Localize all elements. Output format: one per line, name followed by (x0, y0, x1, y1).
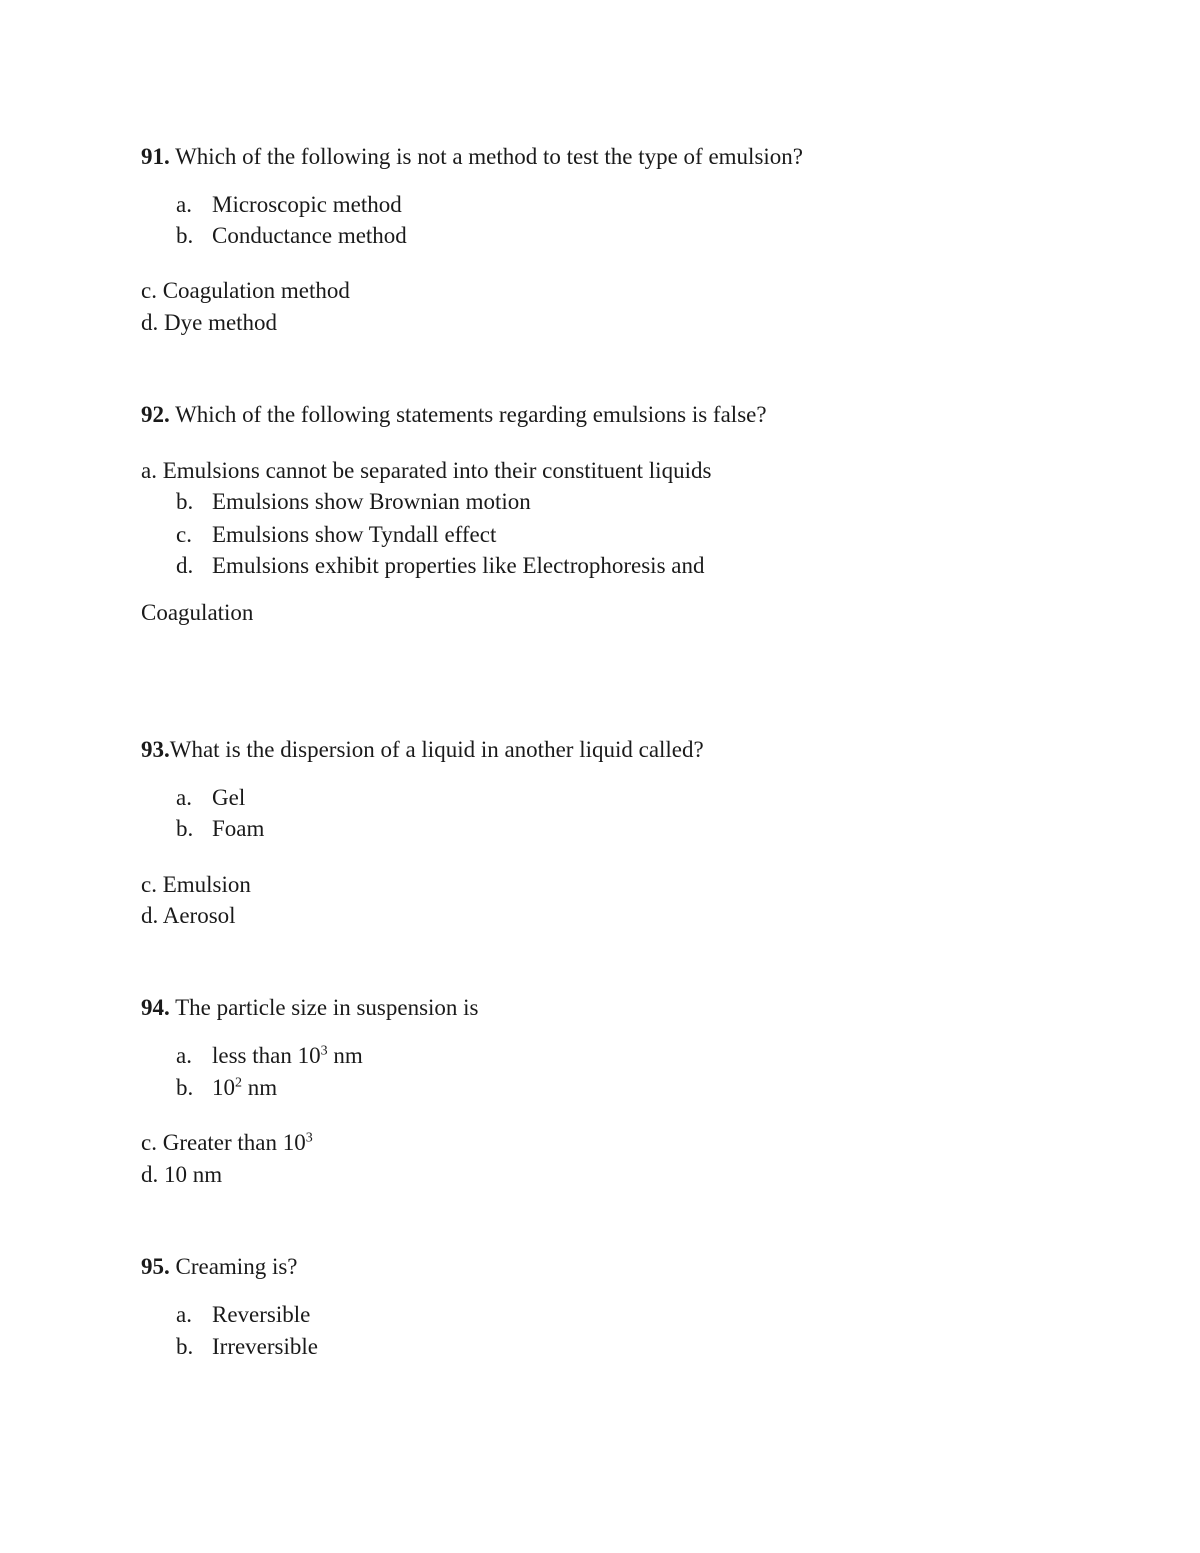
question-number: 91. (141, 144, 170, 169)
option-d (141, 309, 277, 337)
option-letter: a. (141, 458, 157, 483)
option-b-value (212, 1074, 277, 1102)
option-text: Reversible (212, 1302, 311, 1327)
option-text: Emulsions show Tyndall effect (212, 522, 497, 547)
question-text: The particle size in suspension is (175, 995, 479, 1020)
option-letter: b. (176, 223, 194, 248)
unit: nm (242, 1075, 278, 1100)
option-text: Coagulation method (162, 278, 350, 303)
option-text: Irreversible (212, 1334, 318, 1359)
option-letter: b. (176, 489, 194, 514)
option-letter: d. (176, 553, 194, 578)
option-c (141, 277, 350, 305)
option-a (141, 457, 711, 485)
option-letter: c. (141, 1130, 157, 1155)
option-text: 10 nm (164, 1162, 223, 1187)
option-letter: b. (176, 816, 194, 841)
option-letter: c. (176, 522, 192, 547)
option-text: Emulsions cannot be separated into their constituent liquids (162, 458, 712, 483)
option-text: 10 (212, 1075, 235, 1100)
exponent: 3 (320, 1043, 328, 1059)
option-letter: b. (176, 1075, 194, 1100)
question-number: 93. (141, 737, 170, 762)
question-text: Which of the following statements regarding emulsions is false? (175, 402, 767, 427)
option-letter: a. (176, 1043, 192, 1068)
option-text: Emulsions exhibit properties like Electrophoresis and (212, 553, 705, 578)
question-94 (141, 994, 479, 1022)
question-92 (141, 401, 767, 429)
option-text: less than 10 (212, 1043, 321, 1068)
question-95 (141, 1253, 298, 1281)
exponent: 3 (305, 1130, 313, 1146)
question-number: 92. (141, 402, 170, 427)
question-text: Which of the following is not a method to test the type of emulsion? (175, 144, 804, 169)
option-text: Aerosol (162, 903, 236, 928)
option-letter: d. (141, 1162, 159, 1187)
option-d (141, 902, 236, 930)
option-text-continuation: Coagulation (141, 600, 254, 625)
question-number: 95. (141, 1254, 170, 1279)
option-letter: c. (141, 278, 157, 303)
option-letter: d. (141, 903, 159, 928)
unit: nm (327, 1043, 363, 1068)
option-c (141, 1129, 313, 1157)
option-letter: d. (141, 310, 159, 335)
option-c (141, 871, 251, 899)
option-letter: b. (176, 1334, 194, 1359)
question-91 (141, 143, 803, 171)
question-number: 94. (141, 995, 170, 1020)
option-text: Emulsions show Brownian motion (212, 489, 531, 514)
option-letter: a. (176, 192, 192, 217)
question-text: Creaming is? (175, 1254, 298, 1279)
option-text: Emulsion (162, 872, 251, 897)
option-text: Conductance method (212, 223, 407, 248)
option-text: Dye method (164, 310, 278, 335)
option-letter: c. (141, 872, 157, 897)
option-text: Greater than $10^3$ (162, 1130, 313, 1155)
option-text: Gel (212, 785, 246, 810)
option-letter: a. (176, 785, 192, 810)
question-text: What is the dispersion of a liquid in another liquid called? (169, 737, 704, 762)
option-a-value (212, 1042, 363, 1070)
option-text: Microscopic method (212, 192, 402, 217)
option-text: Foam (212, 816, 265, 841)
option-letter: a. (176, 1302, 192, 1327)
option-d (141, 1161, 222, 1189)
exponent: 2 (235, 1075, 242, 1091)
question-93 (141, 736, 704, 764)
